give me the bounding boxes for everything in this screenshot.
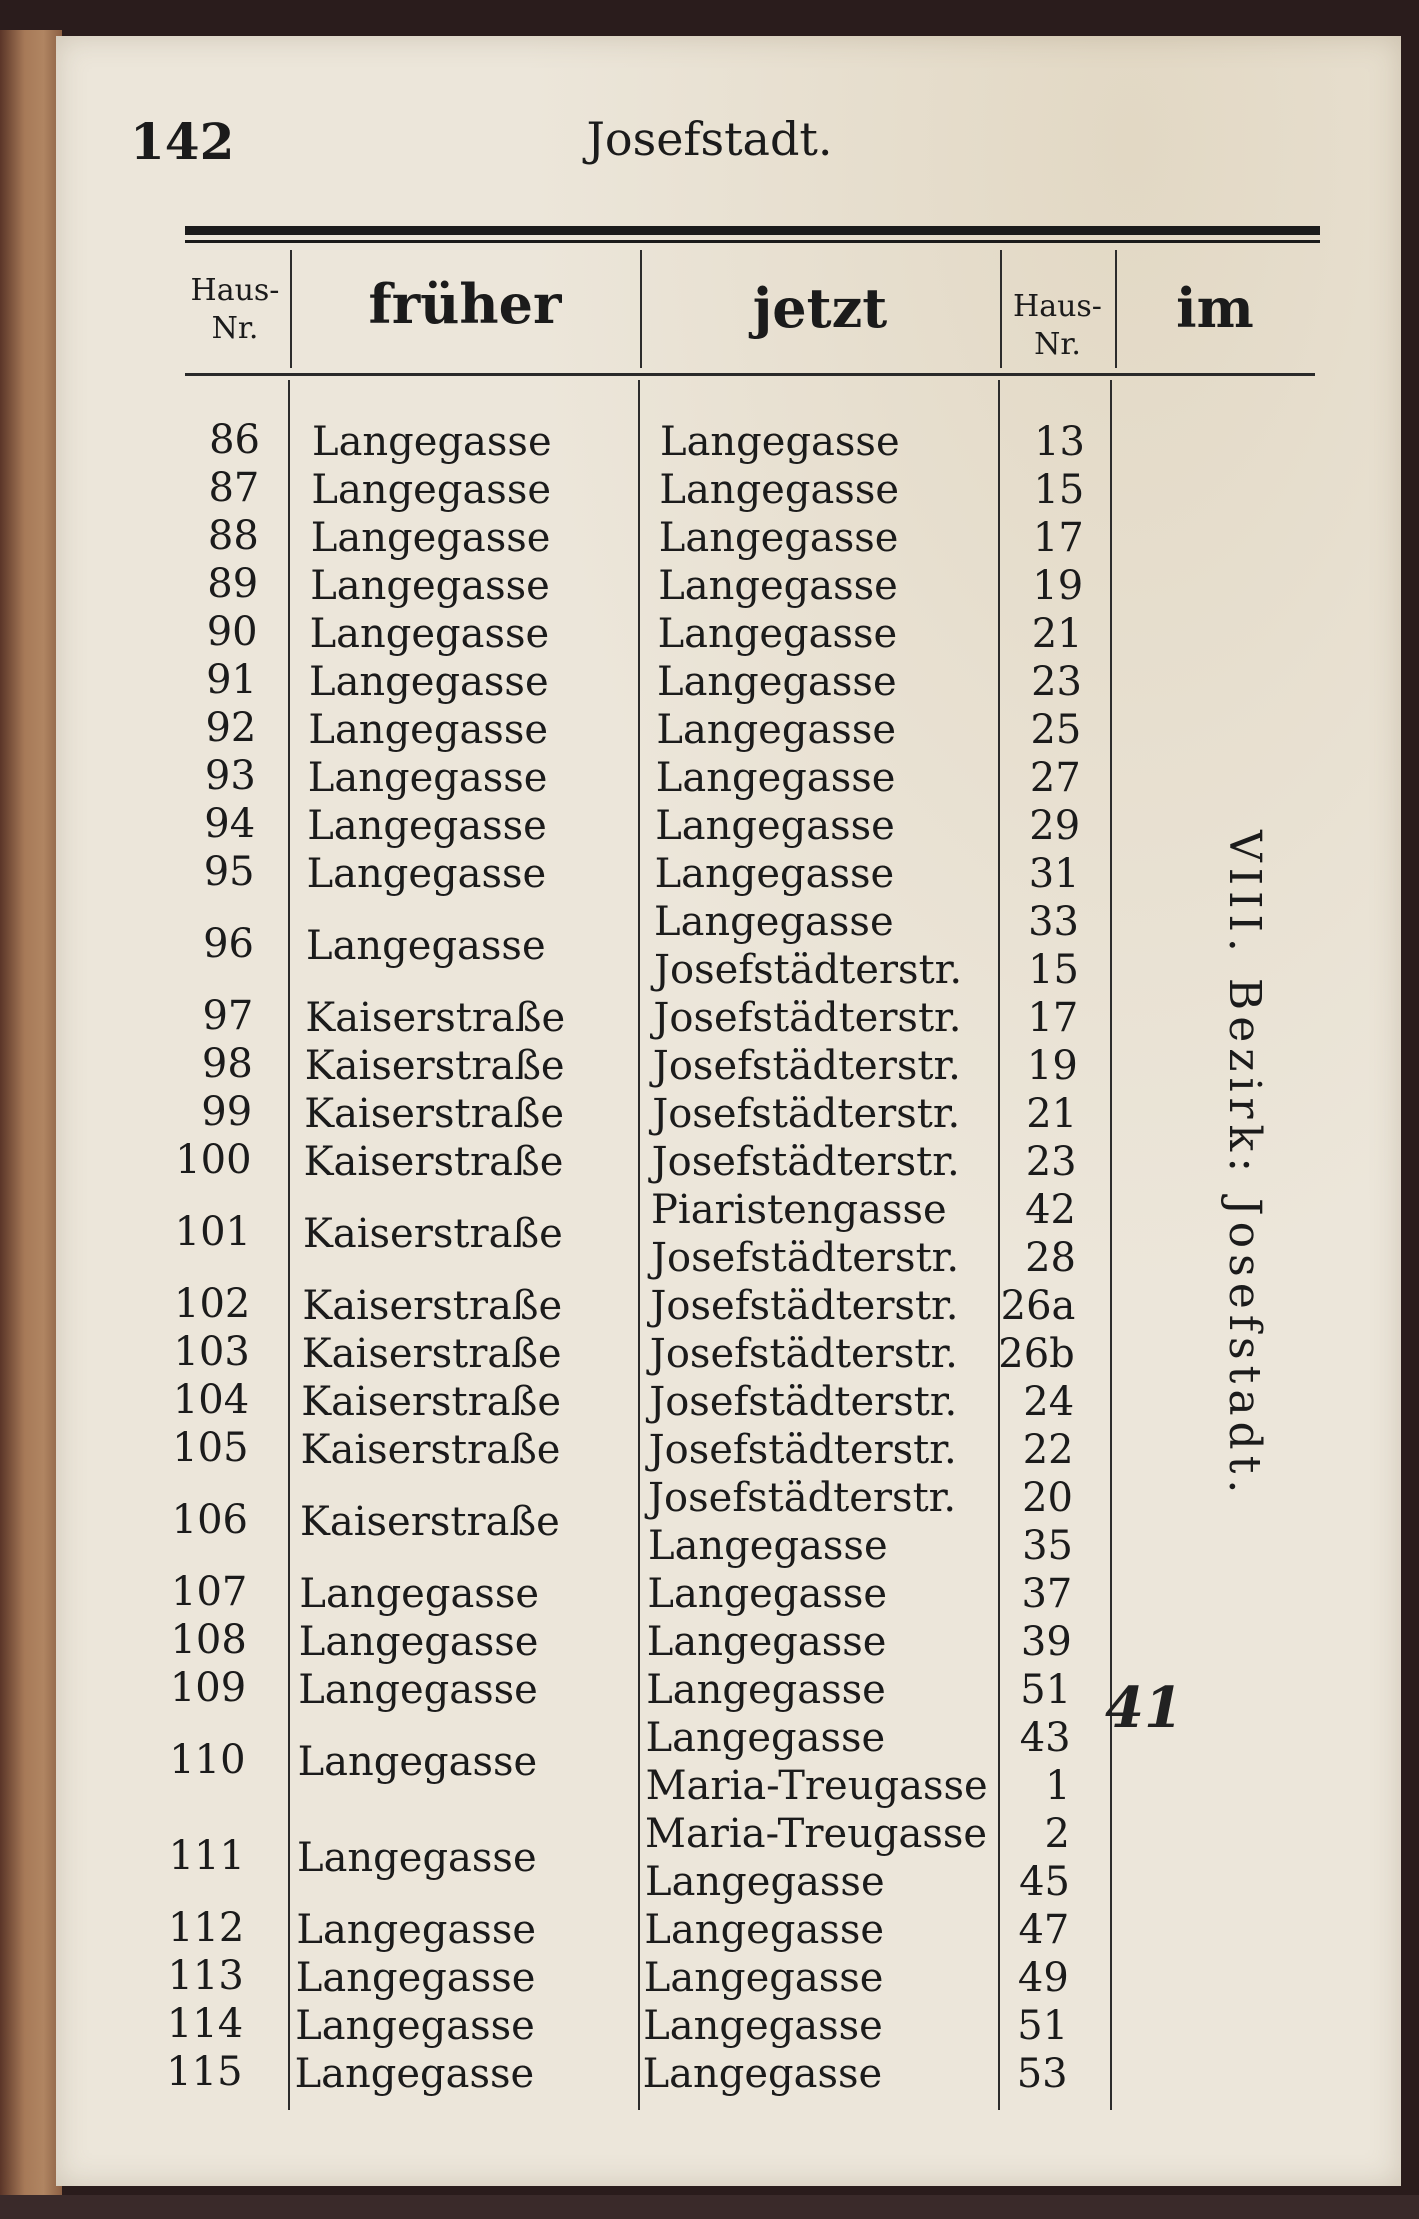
header-rule-thin <box>185 240 1320 243</box>
page-number: 142 <box>130 112 235 171</box>
row-frueher: Kaiserstraße <box>300 1427 561 1473</box>
row-haus-nr: 95 <box>203 849 255 895</box>
row-haus-nr-new: 2 <box>1044 1811 1070 1857</box>
handwritten-annotation: 41 <box>1105 1675 1183 1741</box>
row-jetzt: Piaristengasse <box>651 1187 947 1233</box>
column-divider-1 <box>288 380 290 2110</box>
row-haus-nr: 101 <box>174 1209 251 1255</box>
row-haus-nr: 108 <box>170 1617 247 1663</box>
row-frueher: Langegasse <box>295 1955 536 2001</box>
row-haus-nr: 114 <box>166 2001 244 2047</box>
header-haus-nr-right: Haus-Nr. <box>1013 289 1102 362</box>
row-haus-nr: 99 <box>201 1089 253 1135</box>
row-haus-nr-new: 53 <box>1016 2051 1068 2097</box>
row-frueher: Kaiserstraße <box>303 1139 564 1185</box>
row-jetzt: Josefstädterstr. <box>651 1235 960 1281</box>
row-frueher: Kaiserstraße <box>301 1379 561 1425</box>
row-frueher: Kaiserstraße <box>300 1499 560 1545</box>
row-frueher: Kaiserstraße <box>304 1091 564 1137</box>
row-frueher: Langegasse <box>294 2051 535 2097</box>
row-frueher: Langegasse <box>309 659 549 705</box>
row-haus-nr-new: 37 <box>1021 1571 1073 1617</box>
row-haus-nr-new: 28 <box>1025 1235 1076 1281</box>
row-frueher: Langegasse <box>298 1619 539 1665</box>
row-frueher: Kaiserstraße <box>303 1211 563 1257</box>
row-haus-nr: 102 <box>174 1281 251 1327</box>
row-haus-nr: 110 <box>169 1737 246 1783</box>
row-jetzt: Josefstädterstr. <box>651 1139 960 1185</box>
row-frueher: Kaiserstraße <box>305 995 566 1041</box>
row-haus-nr-new: 35 <box>1022 1523 1073 1569</box>
row-haus-nr: 107 <box>171 1569 248 1615</box>
header-im: im <box>1176 276 1254 340</box>
row-jetzt: Langegasse <box>645 1859 885 1905</box>
header-divider-3 <box>1000 250 1002 368</box>
row-haus-nr: 96 <box>203 921 254 967</box>
row-frueher: Langegasse <box>297 1739 538 1785</box>
row-jetzt: Langegasse <box>646 1667 886 1713</box>
row-frueher: Kaiserstraße <box>302 1283 563 1329</box>
row-jetzt: Langegasse <box>659 467 900 513</box>
row-jetzt: Maria-Treugasse <box>645 1763 988 1809</box>
row-haus-nr-new: 1 <box>1045 1763 1071 1809</box>
row-haus-nr-new: 25 <box>1030 707 1082 753</box>
page-title: Josefstadt. <box>586 112 833 166</box>
header-jetzt: jetzt <box>752 276 888 340</box>
row-haus-nr-new: 27 <box>1029 755 1081 801</box>
row-haus-nr-new: 20 <box>1022 1475 1073 1521</box>
row-haus-nr: 106 <box>171 1497 248 1543</box>
row-haus-nr: 100 <box>175 1137 252 1183</box>
header-divider-4 <box>1115 250 1117 368</box>
row-frueher: Langegasse <box>311 467 552 513</box>
row-jetzt: Josefstädterstr. <box>648 1427 957 1473</box>
row-jetzt: Langegasse <box>645 1715 886 1761</box>
row-haus-nr-new: 22 <box>1022 1427 1074 1473</box>
row-haus-nr-new: 19 <box>1032 563 1084 609</box>
row-frueher: Langegasse <box>306 851 547 897</box>
row-jetzt: Langegasse <box>654 851 895 897</box>
row-jetzt: Josefstädterstr. <box>649 1379 958 1425</box>
row-haus-nr-new: 24 <box>1023 1379 1075 1425</box>
row-haus-nr: 93 <box>204 753 256 799</box>
row-jetzt: Langegasse <box>657 611 898 657</box>
row-haus-nr: 98 <box>201 1041 253 1087</box>
row-haus-nr: 109 <box>169 1665 247 1711</box>
row-haus-nr: 91 <box>206 657 257 703</box>
row-frueher: Langegasse <box>310 563 550 609</box>
row-frueher: Kaiserstraße <box>301 1331 562 1377</box>
row-jetzt: Maria-Treugasse <box>645 1811 988 1857</box>
row-jetzt: Langegasse <box>642 2051 883 2097</box>
row-jetzt: Josefstädterstr. <box>653 995 962 1041</box>
row-frueher: Kaiserstraße <box>304 1043 565 1089</box>
row-haus-nr-new: 15 <box>1028 947 1079 993</box>
row-jetzt: Langegasse <box>646 1619 887 1665</box>
row-frueher: Langegasse <box>308 707 549 753</box>
row-haus-nr-new: 43 <box>1019 1715 1071 1761</box>
row-frueher: Langegasse <box>306 923 546 969</box>
row-haus-nr-new: 51 <box>1017 2003 1069 2049</box>
row-jetzt: Josefstädterstr. <box>654 947 963 993</box>
row-haus-nr-new: 31 <box>1028 851 1080 897</box>
row-haus-nr-new: 51 <box>1020 1667 1072 1713</box>
row-haus-nr: 92 <box>205 705 257 751</box>
column-divider-2 <box>638 380 640 2110</box>
row-frueher: Langegasse <box>309 611 550 657</box>
row-haus-nr-new: 23 <box>1025 1139 1077 1185</box>
row-haus-nr: 88 <box>207 513 259 559</box>
book-bottom-edge <box>0 2195 1419 2219</box>
row-haus-nr-new: 13 <box>1034 419 1085 465</box>
row-haus-nr-new: 23 <box>1031 659 1082 705</box>
row-haus-nr: 103 <box>173 1329 250 1375</box>
row-jetzt: Langegasse <box>657 659 897 705</box>
row-haus-nr: 89 <box>207 561 259 607</box>
row-haus-nr: 104 <box>172 1377 250 1423</box>
header-rule-thick <box>185 226 1320 235</box>
row-frueher: Langegasse <box>310 515 551 561</box>
row-haus-nr: 97 <box>202 993 254 1039</box>
row-haus-nr-new: 45 <box>1019 1859 1070 1905</box>
row-jetzt: Langegasse <box>643 2003 883 2049</box>
row-jetzt: Josefstädterstr. <box>649 1331 958 1377</box>
row-jetzt: Langegasse <box>655 803 895 849</box>
row-haus-nr-new: 26b <box>998 1331 1075 1377</box>
row-haus-nr: 115 <box>166 2049 243 2095</box>
row-haus-nr: 112 <box>168 1905 245 1951</box>
district-side-note: VIII. Bezirk: Josefstadt. <box>1219 830 1270 1500</box>
row-haus-nr: 94 <box>204 801 256 847</box>
row-haus-nr-new: 17 <box>1027 995 1079 1041</box>
row-jetzt: Langegasse <box>660 419 900 465</box>
book-spine-edge <box>0 30 62 2200</box>
column-divider-4 <box>1110 380 1112 2110</box>
header-frueher: früher <box>368 272 562 336</box>
header-divider-2 <box>640 250 642 368</box>
row-haus-nr: 105 <box>172 1425 249 1471</box>
row-frueher: Langegasse <box>297 1835 537 1881</box>
row-jetzt: Langegasse <box>644 1907 885 1953</box>
row-jetzt: Langegasse <box>648 1523 888 1569</box>
row-haus-nr: 86 <box>209 417 260 463</box>
row-jetzt: Josefstädterstr. <box>650 1283 959 1329</box>
row-haus-nr-new: 26a <box>1000 1283 1076 1329</box>
row-haus-nr-new: 39 <box>1020 1619 1072 1665</box>
row-haus-nr-new: 15 <box>1033 467 1085 513</box>
row-haus-nr: 90 <box>206 609 258 655</box>
row-frueher: Langegasse <box>307 803 547 849</box>
row-haus-nr-new: 49 <box>1017 1955 1069 2001</box>
row-jetzt: Josefstädterstr. <box>648 1475 957 1521</box>
header-haus-nr-left: Haus-Nr. <box>190 273 280 346</box>
row-jetzt: Langegasse <box>656 707 897 753</box>
row-jetzt: Langegasse <box>647 1571 888 1617</box>
row-haus-nr-new: 33 <box>1028 899 1079 945</box>
row-haus-nr: 87 <box>208 465 260 511</box>
row-haus-nr: 111 <box>168 1833 245 1879</box>
row-frueher: Langegasse <box>295 2003 535 2049</box>
row-frueher: Langegasse <box>307 755 548 801</box>
row-jetzt: Langegasse <box>643 1955 884 2001</box>
row-frueher: Langegasse <box>312 419 552 465</box>
row-haus-nr-new: 19 <box>1026 1043 1078 1089</box>
row-frueher: Langegasse <box>298 1667 538 1713</box>
row-frueher: Langegasse <box>296 1907 537 1953</box>
row-haus-nr-new: 21 <box>1026 1091 1078 1137</box>
header-divider-1 <box>290 250 292 368</box>
header-bottom-rule <box>185 373 1315 376</box>
row-haus-nr-new: 47 <box>1018 1907 1070 1953</box>
row-jetzt: Langegasse <box>654 899 894 945</box>
row-jetzt: Langegasse <box>658 563 898 609</box>
row-haus-nr-new: 21 <box>1031 611 1083 657</box>
row-jetzt: Josefstädterstr. <box>652 1091 961 1137</box>
row-jetzt: Langegasse <box>658 515 899 561</box>
row-haus-nr: 113 <box>167 1953 244 1999</box>
row-haus-nr-new: 42 <box>1025 1187 1076 1233</box>
row-haus-nr-new: 29 <box>1029 803 1081 849</box>
row-haus-nr-new: 17 <box>1032 515 1084 561</box>
row-frueher: Langegasse <box>299 1571 540 1617</box>
row-jetzt: Josefstädterstr. <box>652 1043 961 1089</box>
row-jetzt: Langegasse <box>655 755 896 801</box>
